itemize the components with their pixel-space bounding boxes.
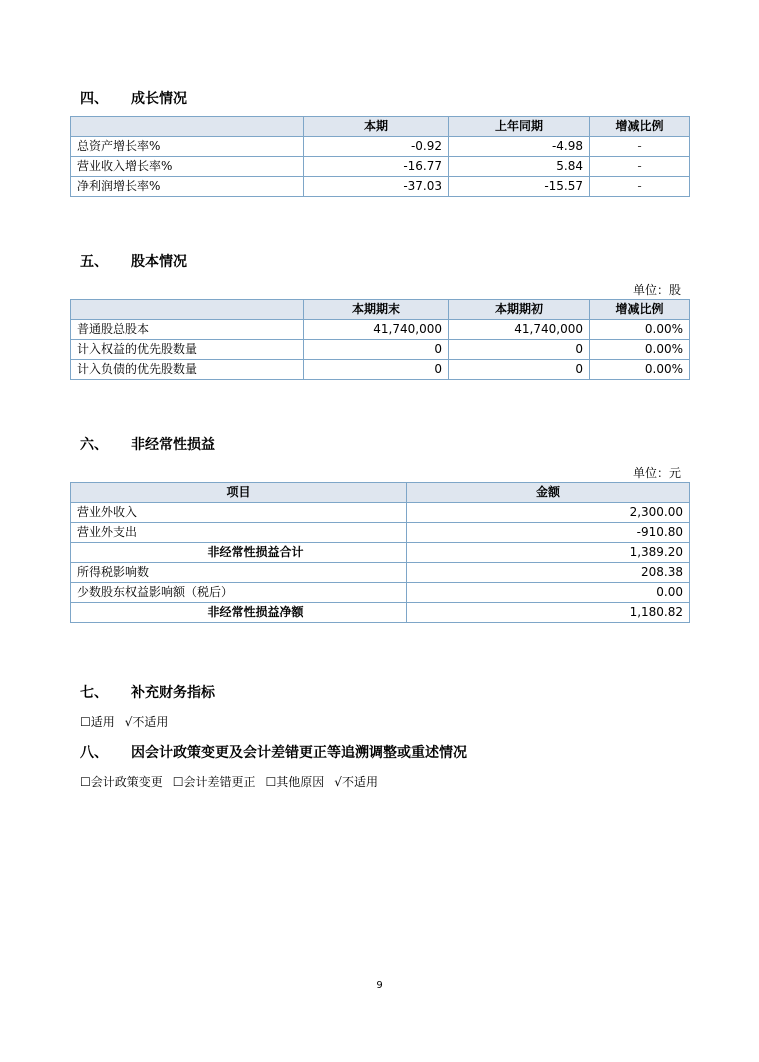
amount-value: 1,180.82 [407, 603, 690, 623]
section-title: 补充财务指标 [131, 685, 215, 701]
table-row [71, 543, 690, 563]
amount-value: 208.38 [407, 563, 690, 583]
change-value: 0.00% [590, 340, 690, 360]
option-applicable: ☐适用 [80, 715, 115, 729]
row-label: 营业外支出 [71, 523, 407, 543]
header-cell [71, 300, 304, 320]
table-row [71, 320, 690, 340]
section-title: 因会计政策变更及会计差错更正等追溯调整或重述情况 [131, 745, 467, 761]
row-label: 营业外收入 [71, 503, 407, 523]
header-cell: 本期期初 [449, 300, 590, 320]
option-not-applicable: √不适用 [334, 775, 378, 789]
end-value: 41,740,000 [304, 320, 449, 340]
section-supplementary-heading [80, 682, 215, 702]
option-error-correction: ☐会计差错更正 [172, 775, 256, 789]
current-value: -0.92 [304, 137, 449, 157]
section-number: 六、 [80, 437, 108, 453]
amount-value: -910.80 [407, 523, 690, 543]
begin-value: 0 [449, 340, 590, 360]
row-label-total: 非经常性损益净额 [71, 603, 407, 623]
option-not-applicable: √不适用 [124, 715, 169, 729]
table-row [71, 563, 690, 583]
previous-value: -4.98 [449, 137, 590, 157]
nonrecurring-table [70, 482, 690, 623]
change-value: - [590, 137, 690, 157]
row-label: 普通股总股本 [71, 320, 304, 340]
table-row [71, 360, 690, 380]
end-value: 0 [304, 340, 449, 360]
current-value: -16.77 [304, 157, 449, 177]
row-label: 所得税影响数 [71, 563, 407, 583]
section-number: 八、 [80, 745, 108, 761]
header-cell: 增减比例 [590, 300, 690, 320]
begin-value: 0 [449, 360, 590, 380]
change-value: - [590, 177, 690, 197]
row-label: 计入负债的优先股数量 [71, 360, 304, 380]
restatement-options [80, 773, 388, 790]
row-label: 计入权益的优先股数量 [71, 340, 304, 360]
previous-value: 5.84 [449, 157, 590, 177]
header-cell [71, 117, 304, 137]
change-value: 0.00% [590, 360, 690, 380]
header-cell: 金额 [407, 483, 690, 503]
amount-value: 2,300.00 [407, 503, 690, 523]
unit-label: 单位：股 [632, 283, 681, 297]
unit-label: 单位：元 [632, 466, 681, 480]
section-number: 五、 [80, 254, 108, 270]
page-number: 9 [376, 980, 383, 991]
row-label: 总资产增长率% [71, 137, 304, 157]
end-value: 0 [304, 360, 449, 380]
table-row [71, 157, 690, 177]
section-restatement-heading [80, 742, 467, 762]
section-growth-heading [80, 88, 187, 108]
row-label: 营业收入增长率% [71, 157, 304, 177]
section-title: 非经常性损益 [131, 437, 215, 453]
row-label-subtotal: 非经常性损益合计 [71, 543, 407, 563]
table-row [71, 503, 690, 523]
option-other-reason: ☐其他原因 [265, 775, 325, 789]
amount-value: 1,389.20 [407, 543, 690, 563]
amount-value: 0.00 [407, 583, 690, 603]
table-header-row [71, 483, 690, 503]
supplementary-options [80, 713, 178, 730]
option-policy-change: ☐会计政策变更 [80, 775, 163, 789]
change-value: 0.00% [590, 320, 690, 340]
table-header-row [71, 117, 690, 137]
table-row [71, 137, 690, 157]
equity-table [70, 299, 690, 380]
table-row [71, 523, 690, 543]
row-label: 净利润增长率% [71, 177, 304, 197]
current-value: -37.03 [304, 177, 449, 197]
row-label: 少数股东权益影响额（税后） [71, 583, 407, 603]
table-row [71, 177, 690, 197]
section-title: 成长情况 [131, 91, 187, 107]
table-row [71, 583, 690, 603]
header-cell: 本期 [304, 117, 449, 137]
begin-value: 41,740,000 [449, 320, 590, 340]
header-cell: 增减比例 [590, 117, 690, 137]
header-cell: 上年同期 [449, 117, 590, 137]
section-title: 股本情况 [131, 254, 187, 270]
table-row [71, 603, 690, 623]
section-number: 七、 [80, 685, 108, 701]
header-cell: 本期期末 [304, 300, 449, 320]
table-row [71, 340, 690, 360]
section-number: 四、 [80, 91, 108, 107]
change-value: - [590, 157, 690, 177]
section-equity-heading [80, 251, 187, 271]
previous-value: -15.57 [449, 177, 590, 197]
section-nonrecurring-heading [80, 434, 215, 454]
table-header-row [71, 300, 690, 320]
growth-table [70, 116, 690, 197]
header-cell: 项目 [71, 483, 407, 503]
